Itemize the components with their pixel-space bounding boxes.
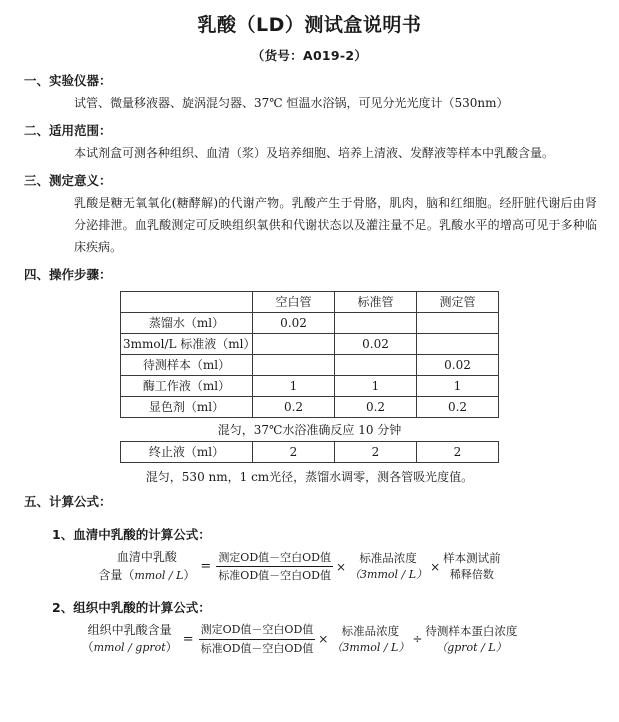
section-body-instruments: 试管、微量移液器、旋涡混匀器、37℃ 恒温水浴锅，可见分光光度计（530nm）: [74, 95, 509, 110]
section-procedure: [0, 267, 619, 485]
formula-tissue-lhs: [82, 622, 178, 657]
procedure-table-wrap: [0, 291, 619, 485]
formula-tissue-term2-bottom: （gprot / L）: [436, 640, 507, 654]
row-label: 3mmol/L 标准液（ml）: [121, 334, 253, 355]
row-value-blank: 2: [253, 442, 335, 463]
row-value-test: [417, 313, 499, 334]
row-label: 终止液（ml）: [121, 442, 253, 463]
table-header-row: [121, 292, 499, 313]
row-value-standard: 2: [335, 442, 417, 463]
formula-serum-term1-top: 标准品浓度: [359, 551, 417, 566]
row-value-test: 2: [417, 442, 499, 463]
row-value-standard: 1: [335, 376, 417, 397]
formula-tissue-fraction: [199, 622, 316, 656]
formula-serum-term1: [349, 550, 427, 583]
row-label: 待测样本（ml）: [121, 355, 253, 376]
row-value-standard: [335, 313, 417, 334]
lhs-suffix: ）: [165, 640, 178, 655]
procedure-table-stop: [120, 441, 499, 463]
formula-tissue-op1: ×: [318, 632, 329, 647]
formula-serum-equals: =: [200, 559, 212, 574]
formula-tissue-numerator: 测定OD值－空白OD值: [199, 622, 316, 639]
formula-serum-op1: ×: [336, 559, 347, 574]
section-instruments: [0, 73, 619, 114]
row-value-blank: [253, 334, 335, 355]
section-body-scope: 本试剂盒可测各种组织、血清（浆）及培养细胞、培养上清液、发酵液等样本中乳酸含量。: [74, 145, 555, 160]
table-row: [121, 334, 499, 355]
table-row: [121, 313, 499, 334]
formula-tissue-term2-top: 待测样本蛋白浓度: [425, 623, 518, 638]
section-heading-scope: 二、适用范围：: [24, 122, 112, 138]
formula-tissue-lhs-bottom: [82, 639, 178, 656]
row-value-standard: 0.2: [335, 397, 417, 418]
formula-serum-fraction: [216, 550, 333, 584]
lhs-prefix: （: [81, 640, 94, 655]
page-title: 乳酸（LD）测试盒说明书: [197, 14, 422, 36]
formula-serum-term1-bottom: （3mmol / L）: [349, 567, 428, 581]
formula-tissue-op2: ÷: [412, 632, 423, 647]
measurement-note: 混匀，530 nm，1 cm光径，蒸馏水调零，测各管吸光度值。: [145, 470, 474, 485]
row-value-test: 0.2: [417, 397, 499, 418]
lhs-prefix: 含量（: [98, 567, 135, 582]
row-value-blank: 0.02: [253, 313, 335, 334]
formula-tissue-term1-top: 标准品浓度: [341, 623, 400, 638]
formula-tissue-term1: [331, 623, 409, 656]
row-value-blank: 1: [253, 376, 335, 397]
section-formulas: [0, 494, 619, 656]
table-header-test-tube: 测定管: [417, 292, 499, 313]
lhs-unit: mmol / gprot: [93, 641, 166, 655]
document-page: [0, 14, 619, 722]
row-value-standard: 0.02: [335, 334, 417, 355]
table-header-blank-tube: 空白管: [253, 292, 335, 313]
formula-tissue: [0, 622, 619, 657]
row-label: 蒸馏水（ml）: [121, 313, 253, 334]
incubation-note: 混匀，37℃水浴准确反应 10 分钟: [217, 423, 402, 438]
section-heading-formulas: 五、计算公式：: [24, 494, 112, 510]
formula-heading-serum: 1、血清中乳酸的计算公式：: [52, 527, 211, 543]
row-label: 显色剂（ml）: [121, 397, 253, 418]
lhs-suffix: ）: [183, 567, 196, 582]
section-scope: [0, 123, 619, 164]
formula-serum-op2: ×: [430, 559, 441, 574]
table-row: [121, 442, 499, 463]
table-header-standard-tube: 标准管: [335, 292, 417, 313]
formula-serum-term2-top: 样本测试前: [443, 551, 501, 566]
table-row: [121, 355, 499, 376]
row-value-test: [417, 334, 499, 355]
row-value-blank: [253, 355, 335, 376]
row-label: 酶工作液（ml）: [121, 376, 253, 397]
table-row: [121, 376, 499, 397]
formula-serum-term2-bottom: 稀释倍数: [449, 567, 494, 581]
section-heading-instruments: 一、实验仪器：: [24, 72, 112, 88]
section-heading-significance: 三、测定意义：: [24, 172, 112, 188]
table-header-blank: [121, 292, 253, 313]
formula-tissue-denominator: 标准OD值－空白OD值: [200, 641, 314, 655]
catalog-number-subtitle: （货号：A019-2）: [251, 47, 368, 63]
procedure-table-main: [120, 291, 499, 418]
formula-tissue-term1-bottom: （3mmol / L）: [331, 640, 410, 654]
formula-serum-term2: [443, 550, 501, 583]
table-row: [121, 397, 499, 418]
section-significance: [0, 173, 619, 258]
row-value-blank: 0.2: [253, 397, 335, 418]
row-value-test: 1: [417, 376, 499, 397]
section-heading-procedure: 四、操作步骤：: [24, 267, 112, 283]
section-body-significance: 乳酸是糖无氧氧化(糖酵解)的代谢产物。乳酸产生于骨胳，肌肉，脑和红细胞。经肝脏代谢后由肾分泌排泄。血乳酸测定可反映组织氧供和代谢状态以及灌注量不足。乳酸水平的增高可见于多种临床疾病。: [74, 195, 597, 255]
formula-serum: [0, 549, 619, 584]
formula-tissue-lhs-top: 组织中乳酸含量: [87, 622, 172, 637]
formula-tissue-term2: [425, 623, 517, 656]
row-value-test: 0.02: [417, 355, 499, 376]
row-value-standard: [335, 355, 417, 376]
formula-serum-lhs-bottom: [98, 567, 195, 584]
formula-serum-denominator: 标准OD值－空白OD值: [218, 569, 331, 582]
formula-tissue-equals: =: [182, 631, 194, 647]
formula-heading-tissue: 2、组织中乳酸的计算公式：: [52, 599, 211, 615]
formula-serum-lhs-top: 血清中乳酸: [116, 550, 177, 565]
formula-serum-numerator: 测定OD值－空白OD值: [216, 550, 333, 567]
formula-serum-lhs: [98, 549, 195, 584]
lhs-unit: mmol / L: [134, 568, 184, 582]
